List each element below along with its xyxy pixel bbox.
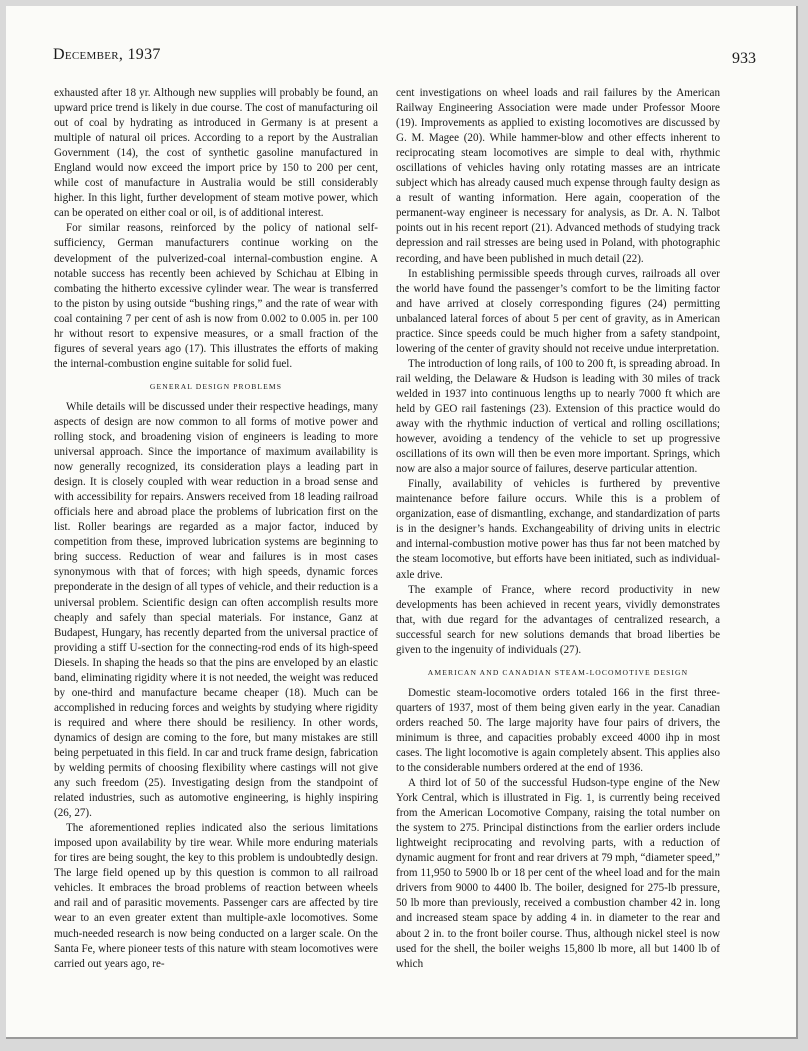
paragraph: Finally, availability of vehicles is furthered by preventive maintenance before failure occurs. While this is a problem of organization, ease of dismantling, exchange, and standardization of parts is in the designer’s hands. Exchangeability of driving units in electric and internal-combustion motive power has thus far not been matched by the steam locomotive, but efforts have been initiated, such as individual-axle drive.: [396, 478, 720, 581]
paragraph: The aforementioned replies indicated also the serious limitations imposed upon availability by tire wear. While more enduring materials for tires are being sought, the key to this problem is undoubtedly design. The large field opened up by this question is common to all railroad vehicles. It embraces the broad problems of reaction between wheels and rail and of parasitic movements. Passenger cars are affected by tire wear to an even greater extent than multiple-axle locomotives. Some much-needed research is now being conducted on a larger scale. On the Santa Fe, where pioneer tests of this nature with steam locomotives were carried out years ago, re-: [54, 822, 378, 970]
section-heading-american-canadian: AMERICAN AND CANADIAN STEAM-LOCOMOTIVE DESIGN: [427, 667, 689, 677]
paragraph: For similar reasons, reinforced by the policy of national self-sufficiency, German manufacturers continue working on the development of the pulverized-coal internal-combustion engine. A notable success has recently been achieved by Schichau at Elbing in combating the hitherto excessive cylinder wear. The wear is transferred to the piston by using outside “bushing rings,” and the rate of wear with coal containing 7 per cent of ash is now from 0.002 to 0.005 in. per 100 hr without resort to expensive measures, or a small fraction of the figures of several years ago (17). This illustrates the efforts of making the internal-combustion engine suitable for solid fuel.: [54, 222, 378, 370]
left-column: [54, 86, 378, 972]
section-heading-general-design: GENERAL DESIGN PROBLEMS: [149, 381, 283, 391]
running-head-date: December, 1937: [53, 46, 161, 63]
paragraph: exhausted after 18 yr. Although new supplies will probably be found, an upward price trend is likely in due course. The cost of manufacturing oil out of coal by hydrating as introduced in Germany is at present a multiple of natural oil prices. According to a report by the Australian Government (14), the cost of synthetic gasoline manufactured in England would now exceed the import price by 150 to 200 per cent, while cost of manufacture in Australia would be still considerably higher. In this light, further development of steam motive power, which can be operated on either coal or oil, is of additional interest.: [54, 87, 378, 220]
paragraph: The introduction of long rails, of 100 to 200 ft, is spreading abroad. In rail welding, the Delaware & Hudson is leading with 30 miles of track welded in 1937 into continuous lengths up to nearly 7000 ft which are held by GEO rail fastenings (23). Extension of this practice would do away with the rhythmic induction of vertical and rolling oscillations; however, avoiding a tendency of the vehicle to set up progressive oscillations of its own will then be even more important. Springs, which now are also a major source of failures, deserve particular attention.: [396, 357, 720, 476]
journal-page: [6, 6, 798, 1039]
paragraph: The example of France, where record productivity in new developments has been achieved in recent years, vividly demonstrates that, with due regard for the advantages of centralized research, a successful search for new solutions demands that broad liberties be given to the ingenuity of individuals (27).: [396, 583, 720, 656]
paragraph: Domestic steam-locomotive orders totaled 166 in the first three-quarters of 1937, most of them being given early in the year. Canadian orders reached 50. The large majority have four pairs of drivers, the minimum is three, and capacities probably exceed 4000 ihp in most cases. The light locomotive is again completely absent. This applies also to the considerable numbers ordered at the end of 1936.: [396, 686, 720, 775]
right-column: [396, 86, 720, 972]
page-number: 933: [732, 50, 756, 67]
paragraph: A third lot of 50 of the successful Hudson-type engine of the New York Central, which is illustrated in Fig. 1, is currently being received from the American Locomotive Company, raising the total number on the system to 275. Principal distinctions from the earlier orders include lightweight reciprocating and revolving parts, with a reduction of dynamic augment for front and rear drivers at 79 mph, “diameter speed,” from 11,950 to 5900 lb or 18 per cent of the wheel load and for the main drivers from 9000 to 4400 lb. The boiler, designed for 275-lb pressure, 50 lb more than previously, received a combustion chamber 42 in. long and increased steam space by adding 4 in. in diameter to the rear and about 2 in. to the front boiler course. Thus, although nickel steel is now used for the shell, the boiler weighs 15,800 lb more, all but 1400 lb of which: [396, 777, 720, 970]
paragraph: cent investigations on wheel loads and rail failures by the American Railway Engineering Association were made under Professor Moore (19). Improvements as applied to existing locomotives are discussed by G. M. Magee (20). While hammer-blow and other effects inherent to reciprocating steam locomotives are simple to deal with, rhythmic oscillations of vehicles having only rotating masses are an intricate subject which has already caused much expense through faulty design as a result of wanting information. Here again, cooperation of the permanent-way engineer is necessary for analysis, as Dr. A. N. Talbot points out in his recent report (21). Advanced methods of studying track depression and rail stresses are being used in Poland, with photographic recording, and have been published in much detail (22).: [396, 87, 720, 265]
paragraph: While details will be discussed under their respective headings, many aspects of design are now common to all forms of motive power and rolling stock, and broadening vision of engineers is leading to more universal approach. Since the importance of maximum availability is now generally recognized, its consideration plays a leading part in design. It is closely coupled with wear reduction in a broad sense and with accessibility for repairs. Answers received from 18 leading railroad officials here and abroad place the problems of lubrication first on the list. Roller bearings are regarded as a major factor, induced by competition from these, improved lubrication systems are beginning to bring success. Reduction of wear and failures is in most cases synonymous with that of forces; with high speeds, dynamic forces preponderate in the design of all types of vehicle, and their reduction is a universal problem. Scientific design can often accomplish results more cheaply and safely than special materials. For instance, Ganz at Budapest, Hungary, has recently departed from the universal practice of providing a stiff U-section for the connecting-rod ends of its high-speed Diesels. In shaping the heads so that the pins are enveloped by an elastic band, eliminating rigidity where it is not needed, the weight was reduced by one-third and manufacture became cheaper (18). Much can be accomplished in reducing forces and weights by studying where rigidity is required and where there should be resiliency. In other words, dynamics of design are coming to the fore, but many mistakes are still being perpetuated in this field. In car and truck frame design, fabrication by welding permits of choosing flexibility where castings will not give any such freedom (25). Investigating design from the standpoint of related industries, such as automotive engineering, is highly inspiring (26, 27).: [54, 400, 378, 820]
paragraph: In establishing permissible speeds through curves, railroads all over the world have found the passenger’s comfort to be the limiting factor and have arrived at closely corresponding figures (24) permitting unbalanced lateral forces of about 5 per cent of gravity, as in American practice. Since speeds could be much higher from a safety standpoint, lowering of the center of gravity should not receive undue interpretation.: [396, 267, 720, 355]
